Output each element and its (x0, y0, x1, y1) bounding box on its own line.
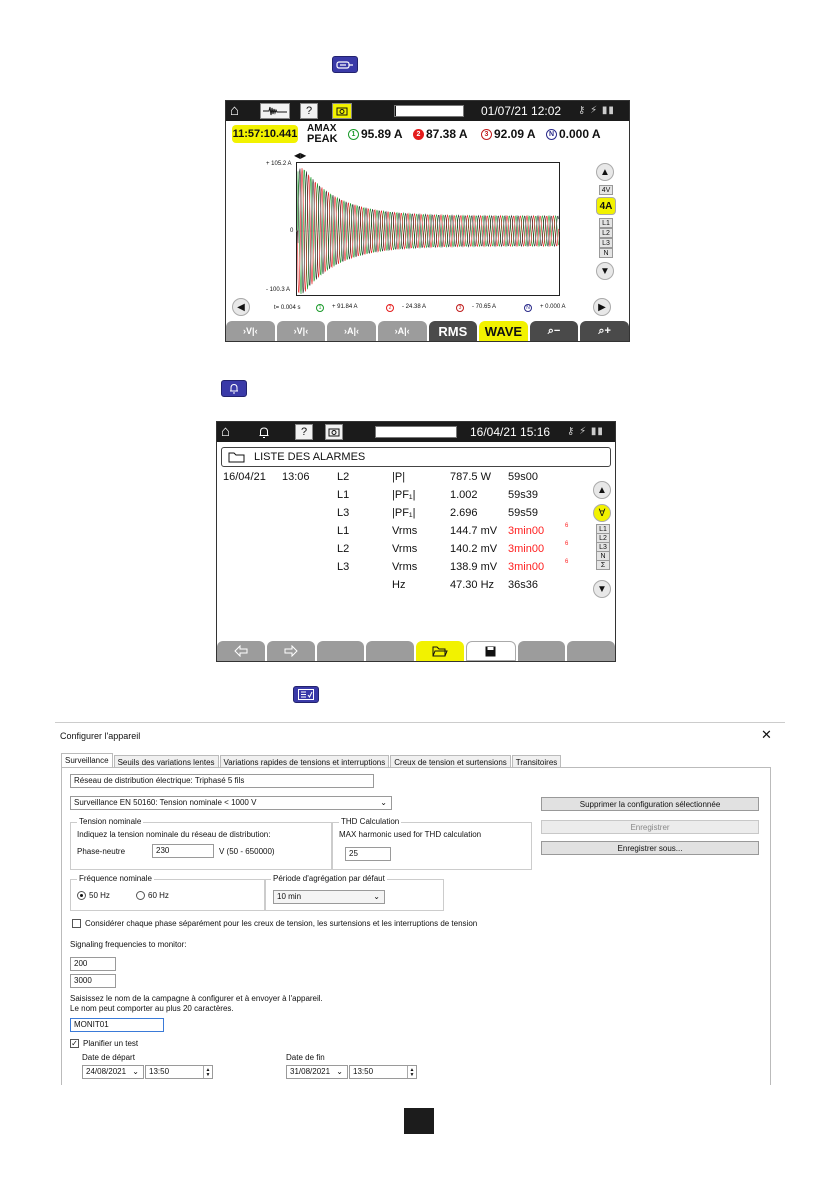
arrow-left-outline-icon (234, 645, 248, 657)
profile-select[interactable] (70, 796, 392, 810)
capture-time-badge: 11:57:10.441 (232, 125, 298, 143)
phase-neutral-label: Phase-neutre (77, 847, 126, 856)
alarm-phase: L3 (337, 507, 350, 519)
network-type-field: Réseau de distribution électrique: Triphasé 5 fils (70, 774, 374, 788)
delete-configuration-button[interactable]: Supprimer la configuration sélectionnée (541, 797, 759, 811)
alarm-date: 16/04/21 (223, 471, 266, 483)
alarm-channel-tag-4[interactable]: Σ (596, 560, 610, 570)
chevron-down-icon: ⌄ (380, 798, 387, 807)
alarm-param: |PF₁| (392, 507, 416, 519)
function-button-bar (217, 641, 615, 661)
alarm-param: |PF₁| (392, 489, 416, 501)
cursor-value-2 (386, 304, 426, 312)
channel-3-value: 92.09 A (494, 127, 536, 141)
scroll-up-arrow-icon[interactable]: ▲ (593, 481, 611, 499)
plan-test-checkbox[interactable]: ✓ (71, 1039, 78, 1048)
channel-all-selector[interactable]: ∀ (593, 504, 611, 522)
consider-phases-checkbox[interactable] (72, 919, 81, 928)
cursor-value-2-badge: 2 (386, 304, 394, 312)
waveform-capture-tab[interactable] (260, 103, 290, 119)
wave-button-label: WAVE (484, 323, 523, 339)
thd-max-harmonic-input[interactable]: 25 (345, 847, 391, 861)
empty-function-button-4[interactable] (366, 641, 414, 661)
alarm-note: 6 (565, 523, 569, 529)
surveillance-panel (61, 767, 771, 1085)
alarm-row[interactable] (217, 543, 587, 559)
frequency-60hz-radio[interactable] (136, 891, 145, 900)
channel-tag-4a[interactable]: 4A (596, 197, 616, 215)
alarm-duration: 59s59 (508, 507, 538, 519)
channel-3-badge: 3 (481, 129, 492, 140)
top-status-bar (217, 422, 615, 442)
time-spinner-icon[interactable]: ▲ ▼ (203, 1066, 212, 1079)
floppy-disk-icon (485, 646, 496, 657)
cursor-v-left-button[interactable] (226, 321, 275, 341)
y-axis-zero-label: 0 (290, 228, 294, 234)
waveform-screen (225, 100, 630, 342)
tab-1[interactable]: Seuils des variations lentes (114, 755, 219, 768)
channel-1-badge: 1 (348, 129, 359, 140)
end-date-value: 31/08/2021 (290, 1067, 331, 1076)
alarm-value: 144.7 mV (450, 525, 498, 537)
alarm-value: 787.5 W (450, 471, 491, 483)
campaign-hint-line1: Saisissez le nom de la campagne à configurer et à envoyer à l'appareil. (70, 994, 323, 1003)
folder-open-icon (432, 646, 448, 657)
cursor-v-right-button[interactable] (277, 321, 326, 341)
alarm-list-screen (216, 421, 616, 662)
signaling-frequency-1-input[interactable]: 200 (70, 957, 116, 971)
cursor-time: t= 0.004 s (274, 305, 301, 311)
cursor-value-1 (316, 304, 358, 312)
thd-hint: MAX harmonic used for THD calculation (339, 830, 482, 839)
mode-label-line1: AMAX (307, 123, 337, 134)
alarm-duration: 59s00 (508, 471, 538, 483)
page-number-block (404, 1108, 434, 1134)
arrow-right-outline-icon (284, 645, 298, 657)
alarm-row[interactable] (217, 507, 587, 523)
aggregation-period-value: 10 min (277, 892, 302, 901)
channel-2-reading (413, 127, 468, 141)
top-status-bar (226, 101, 629, 121)
empty-function-button-8[interactable] (567, 641, 615, 661)
cursor-value-N (524, 304, 566, 312)
zoom-out-button[interactable] (530, 321, 579, 341)
signaling-frequencies-label: Signaling frequencies to monitor: (70, 940, 187, 949)
alarm-duration: 3min00 (508, 543, 545, 555)
alarm-phase: L2 (337, 471, 350, 483)
campaign-name-input[interactable]: MONIT01 (70, 1018, 164, 1032)
alarm-channel-tag-0[interactable]: L1 (596, 524, 610, 534)
empty-function-button-7[interactable] (518, 641, 566, 661)
alarm-row[interactable] (217, 489, 587, 505)
alarm-phase: L2 (337, 543, 350, 555)
thd-calculation-group (332, 817, 532, 870)
tab-3[interactable]: Creux de tension et surtensions (390, 755, 511, 768)
channel-tag-l2[interactable]: L2 (599, 228, 613, 238)
time-spinner-icon[interactable]: ▲ ▼ (407, 1066, 416, 1079)
alarm-note: 6 (565, 559, 569, 565)
channel-2-badge: 2 (413, 129, 424, 140)
alarm-param: Vrms (392, 525, 418, 537)
tab-2[interactable]: Variations rapides de tensions et interruptions (220, 755, 390, 768)
save-as-button[interactable]: Enregistrer sous... (541, 841, 759, 855)
end-time-input[interactable] (349, 1065, 417, 1079)
phase-neutral-range: V (50 - 650000) (219, 847, 275, 856)
start-date-value: 24/08/2021 (86, 1067, 127, 1076)
waveform-mode-badge-icon (332, 56, 358, 73)
aggregation-period-group (264, 874, 444, 911)
cursor-value-3 (456, 304, 496, 312)
alarm-duration: 3min00 (508, 561, 545, 573)
cursor-a-right-button[interactable] (378, 321, 427, 341)
save-configuration-button[interactable]: Enregistrer (541, 820, 759, 834)
zoom-in-button[interactable] (580, 321, 629, 341)
alarm-duration: 59s39 (508, 489, 538, 501)
start-date-picker[interactable] (82, 1065, 144, 1079)
channel-tag-4v[interactable]: 4V (599, 185, 613, 195)
open-folder-button[interactable] (416, 641, 464, 661)
configure-device-dialog (55, 722, 785, 1084)
tab-0[interactable]: Surveillance (61, 753, 113, 768)
chevron-down-icon: ⌄ (336, 1067, 343, 1076)
frequency-50hz-label: 50 Hz (89, 891, 110, 900)
camera-tab[interactable] (332, 103, 352, 119)
nominal-frequency-group (70, 874, 266, 911)
phase-neutral-input[interactable]: 230 (152, 844, 214, 858)
alarm-duration: 3min00 (508, 525, 545, 537)
frequency-60hz-label: 60 Hz (148, 891, 169, 900)
end-date-picker[interactable] (286, 1065, 348, 1079)
cursor-left-arrow-icon[interactable]: ◀ (232, 298, 250, 316)
end-date-label: Date de fin (286, 1053, 325, 1062)
channel-N-badge: N (546, 129, 557, 140)
alarm-value: 140.2 mV (450, 543, 498, 555)
aggregation-group-title: Période d'agrégation par défaut (273, 874, 385, 883)
cursor-value-N-badge: N (524, 304, 532, 312)
nominal-voltage-hint: Indiquez la tension nominale du réseau de distribution: (77, 830, 271, 839)
memory-progress-bar (394, 105, 464, 117)
cursor-v-right-button-label: ›V|‹ (293, 326, 309, 336)
bell-icon[interactable] (255, 424, 273, 440)
start-time-value: 13:50 (149, 1067, 170, 1076)
rms-button[interactable] (429, 321, 478, 341)
rms-button-label: RMS (438, 323, 468, 339)
home-icon[interactable]: ⌂ (230, 102, 240, 119)
nominal-voltage-group (70, 817, 332, 870)
waveform-plot (296, 162, 560, 296)
campaign-hint-line2: Le nom peut comporter au plus 20 caractères. (70, 1004, 234, 1013)
status-icons: ⚷ ⚡ ▮▮ (578, 105, 615, 116)
alarm-list-title: LISTE DES ALARMES (254, 451, 366, 463)
channel-tag-l3[interactable]: L3 (599, 238, 613, 248)
save-button[interactable] (466, 641, 516, 661)
alarm-time: 13:06 (282, 471, 310, 483)
alarm-channel-tag-3[interactable]: N (596, 551, 610, 561)
zoom-in-icon: ⌕+ (598, 324, 611, 337)
home-icon[interactable]: ⌂ (221, 423, 231, 440)
chevron-down-icon: ⌄ (132, 1067, 139, 1076)
alarm-value: 47.30 Hz (450, 579, 495, 591)
cursor-v-left-button-label: ›V|‹ (243, 326, 258, 336)
chevron-down-icon: ⌄ (373, 892, 380, 901)
channel-tag-l1[interactable]: L1 (599, 218, 613, 228)
alarm-duration: 36s36 (508, 579, 538, 591)
nominal-frequency-group-title: Fréquence nominale (79, 874, 152, 883)
alarm-channel-tag-1[interactable]: L2 (596, 533, 610, 543)
nominal-voltage-group-title: Tension nominale (79, 817, 142, 826)
signaling-frequency-2-input[interactable]: 3000 (70, 974, 116, 988)
alarm-row[interactable] (217, 525, 587, 541)
cursor-right-arrow-icon[interactable]: ▶ (593, 298, 611, 316)
alarm-value: 138.9 mV (450, 561, 498, 573)
cursor-a-left-button-label: ›A|‹ (344, 326, 360, 336)
channel-1-value: 95.89 A (361, 127, 403, 141)
wave-button[interactable] (479, 321, 528, 341)
close-icon[interactable]: ✕ (761, 727, 772, 742)
screen-datetime: 01/07/21 12:02 (481, 104, 562, 118)
alarm-row[interactable] (217, 579, 587, 595)
alarm-param: Vrms (392, 561, 418, 573)
profile-select-value: Surveillance EN 50160: Tension nominale < 1000 V (74, 798, 257, 807)
scale-up-arrow-icon[interactable]: ▲ (596, 163, 614, 181)
plan-test-label: Planifier un test (83, 1039, 139, 1048)
alarm-row[interactable] (217, 561, 587, 577)
status-icons: ⚷ ⚡ ▮▮ (567, 426, 604, 437)
start-date-label: Date de départ (82, 1053, 135, 1062)
start-time-input[interactable] (145, 1065, 213, 1079)
screen-datetime: 16/04/21 15:16 (470, 425, 551, 439)
configuration-mode-badge-icon (293, 686, 319, 703)
cursor-value-2-text: - 24.38 A (402, 304, 427, 310)
alarm-mode-badge-icon (221, 380, 247, 397)
cursor-value-1-text: + 91.84 A (332, 304, 358, 310)
scroll-down-arrow-icon[interactable]: ▼ (593, 580, 611, 598)
alarm-note: 6 (565, 541, 569, 547)
alarm-param: Vrms (392, 543, 418, 555)
scale-down-arrow-icon[interactable]: ▼ (596, 262, 614, 280)
mode-label-line2: PEAK (307, 133, 338, 145)
alarm-phase: L3 (337, 561, 350, 573)
y-axis-bottom-label: - 100.3 A (266, 287, 291, 293)
channel-N-reading (546, 127, 601, 141)
frequency-50hz-radio[interactable] (77, 891, 86, 900)
alarm-param: Hz (392, 579, 406, 591)
mode-label (307, 124, 338, 144)
help-tab[interactable]: ? (295, 424, 313, 440)
channel-tag-n[interactable]: N (599, 248, 613, 258)
time-cursor-marker[interactable]: ◀▶ (294, 151, 307, 160)
camera-tab[interactable] (325, 424, 343, 440)
channel-1-reading (348, 127, 403, 141)
cursor-value-3-badge: 3 (456, 304, 464, 312)
alarm-param: |P| (392, 471, 406, 483)
alarm-list-header (221, 447, 611, 467)
export-previous-button[interactable] (217, 641, 265, 661)
cursor-value-1-badge: 1 (316, 304, 324, 312)
folder-icon (228, 451, 246, 463)
help-tab[interactable]: ? (300, 103, 318, 119)
dialog-title: Configurer l'appareil (60, 731, 141, 741)
alarm-row[interactable] (217, 471, 587, 487)
aggregation-period-select[interactable] (273, 890, 385, 904)
end-time-value: 13:50 (353, 1067, 374, 1076)
cursor-value-3-text: - 70.65 A (472, 304, 497, 310)
thd-group-title: THD Calculation (341, 817, 400, 826)
memory-progress-bar (375, 426, 457, 438)
cursor-a-left-button[interactable] (327, 321, 376, 341)
consider-phases-label: Considérer chaque phase séparément pour les creux de tension, les surtensions et les interruptions de tension (85, 919, 478, 928)
alarm-value: 1.002 (450, 489, 478, 501)
alarm-phase: L1 (337, 525, 350, 537)
channel-2-value: 87.38 A (426, 127, 468, 141)
tab-4[interactable]: Transitoires (512, 755, 562, 768)
export-next-button[interactable] (267, 641, 315, 661)
channel-N-value: 0.000 A (559, 127, 601, 141)
function-button-bar (226, 321, 629, 341)
alarm-channel-tag-2[interactable]: L3 (596, 542, 610, 552)
y-axis-top-label: + 105.2 A (266, 161, 292, 167)
alarm-phase: L1 (337, 489, 350, 501)
cursor-a-right-button-label: ›A|‹ (394, 326, 410, 336)
zoom-out-icon: ⌕− (547, 324, 561, 337)
alarm-value: 2.696 (450, 507, 478, 519)
cursor-value-N-text: + 0.000 A (540, 304, 566, 310)
channel-3-reading (481, 127, 536, 141)
empty-function-button-3[interactable] (317, 641, 365, 661)
